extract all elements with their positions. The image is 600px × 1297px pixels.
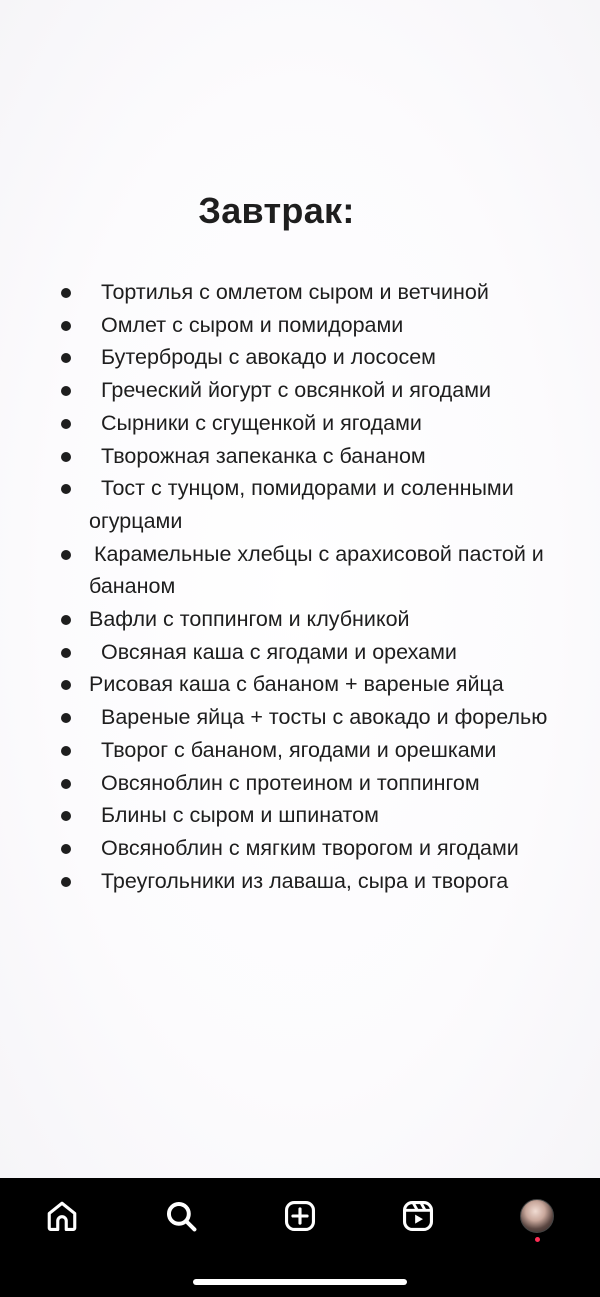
list-item-text: Рисовая каша с бананом + вареные яйца — [89, 672, 504, 697]
list-item-text: Греческий йогурт с овсянкой и ягодами — [101, 378, 492, 403]
list-item-text: Блины с сыром и шпинатом — [101, 803, 379, 828]
reels-icon — [401, 1199, 435, 1233]
list-item — [56, 799, 576, 832]
list-item-text: Треугольники из лаваша, сыра и творога — [101, 868, 509, 893]
list-item-text: Бутерброды с авокадо и лососем — [101, 345, 436, 370]
home-icon — [45, 1199, 79, 1233]
list-item — [56, 636, 576, 669]
list-item-text: Вареные яйца + тосты с авокадо и форелью — [101, 705, 548, 730]
breakfast-list — [56, 276, 576, 897]
list-item — [56, 701, 576, 734]
list-item — [56, 472, 576, 537]
search-icon — [164, 1199, 198, 1233]
list-item-text: Овсяная каша с ягодами и орехами — [101, 639, 457, 664]
list-item-text: Сырники с сгущенкой и ягодами — [101, 410, 422, 435]
profile-button[interactable] — [515, 1194, 559, 1238]
list-item — [56, 603, 576, 636]
list-item — [56, 309, 576, 342]
bottom-nav-bar — [0, 1178, 600, 1297]
list-item-text: Творог с бананом, ягодами и орешками — [101, 737, 497, 762]
list-item — [56, 276, 576, 309]
list-item-text: Тортилья с омлетом сыром и ветчиной — [101, 280, 489, 304]
home-button[interactable] — [40, 1194, 84, 1238]
list-item — [56, 341, 576, 374]
list-item-text: Омлет с сыром и помидорами — [101, 312, 404, 337]
list-item — [56, 865, 576, 898]
profile-avatar — [520, 1199, 554, 1233]
list-item — [56, 374, 576, 407]
list-item-text: Творожная запеканка с бананом — [101, 443, 426, 468]
create-icon — [283, 1199, 317, 1233]
list-item — [56, 668, 576, 701]
home-indicator[interactable] — [193, 1279, 407, 1285]
page-title: Завтрак: — [198, 190, 355, 231]
list-item — [56, 440, 576, 473]
reels-button[interactable] — [396, 1194, 440, 1238]
notification-dot — [535, 1237, 540, 1242]
list-item-text: Карамельные хлебцы с арахисовой пастой и бананом — [89, 541, 544, 599]
list-item — [56, 832, 576, 865]
list-item-text: Вафли с топпингом и клубникой — [89, 607, 410, 632]
list-item-text: Овсяноблин с протеином и топпингом — [101, 770, 480, 795]
list-item — [56, 767, 576, 800]
list-item-text: Тост с тунцом, помидорами и соленными огурцами — [89, 476, 514, 533]
list-item-text: Овсяноблин с мягким творогом и ягодами — [101, 835, 519, 860]
search-button[interactable] — [159, 1194, 203, 1238]
list-item — [56, 407, 576, 440]
list-item — [56, 734, 576, 767]
list-item — [56, 538, 576, 603]
create-post-button[interactable] — [278, 1194, 322, 1238]
